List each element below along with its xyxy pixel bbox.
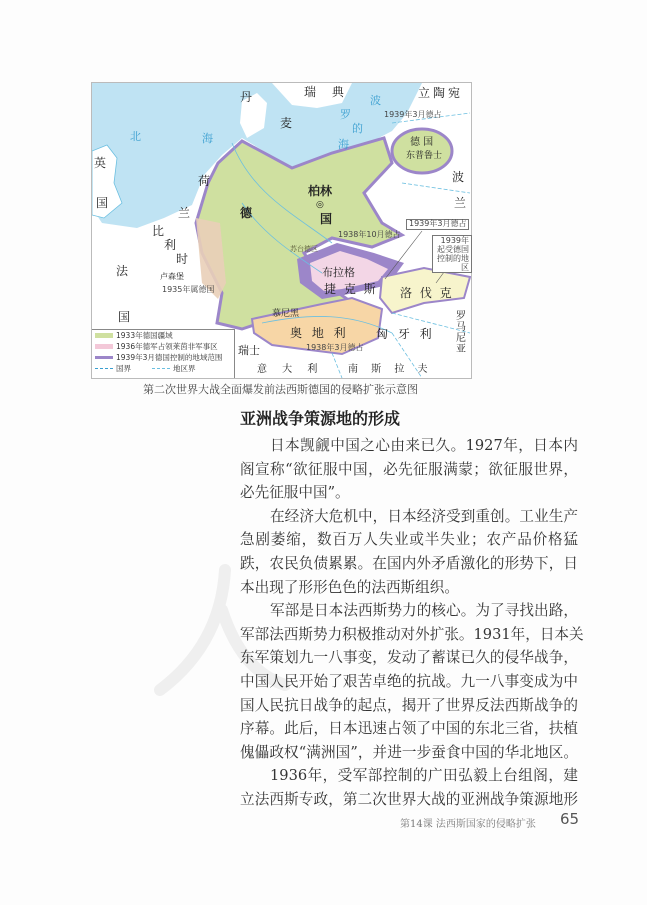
legend-label: 地区界 — [173, 364, 196, 373]
legend-lines — [92, 363, 234, 374]
national-border-swatch — [95, 368, 113, 369]
label-lithuania: 立陶宛 — [418, 86, 464, 100]
body-text-line: 1936年，受军部控制的广田弘毅上台组阁，建 — [270, 767, 578, 785]
label-netherlands-1: 荷 — [198, 174, 217, 188]
label-britain-2: 国 — [96, 196, 115, 210]
page-number: 65 — [560, 810, 580, 828]
body-text-line: 日本觊觎中国之心由来已久。1927年，日本内 — [270, 437, 578, 454]
section-body — [240, 434, 584, 812]
label-memel-note: 1939年3月德占 — [384, 110, 442, 119]
label-north-sea-1: 北 — [130, 130, 141, 143]
label-france-2: 国 — [118, 310, 137, 324]
label-netherlands-2: 兰 — [178, 206, 197, 220]
label-belgium-1: 比 — [152, 224, 171, 238]
label-germany-2: 国 — [320, 212, 339, 226]
legend-swatch — [95, 344, 113, 349]
map-legend — [92, 329, 235, 378]
body-text-line: 本出现了形形色色的法西斯组织。 — [240, 578, 459, 596]
legend-label: 1936年德军占领莱茵非军事区 — [116, 342, 218, 351]
expansion-map — [91, 82, 472, 379]
label-france-1: 法 — [116, 264, 135, 278]
label-sudeten-note: 1938年10月德占 — [338, 230, 401, 239]
label-baltic-4: 海 — [338, 138, 349, 151]
label-austria: 奥 地 利 — [290, 326, 349, 340]
label-prague: 布拉格 — [322, 266, 355, 279]
label-north-sea-2: 海 — [202, 132, 213, 145]
label-baltic-2: 罗 — [340, 108, 351, 121]
label-czech-note: 1939年3月德占 — [406, 219, 469, 230]
label-poland-1: 波 — [452, 170, 471, 184]
label-denmark-2: 麦 — [280, 116, 299, 130]
label-baltic-3: 的 — [352, 122, 363, 135]
label-poland-2: 兰 — [454, 196, 473, 210]
label-yugoslavia: 南 斯 拉 夫 — [348, 364, 433, 375]
body-text-line: 立法西斯专政，第二次世界大战的亚洲战争策源地形 — [240, 790, 578, 808]
label-east-prussia-1: 德 国 — [410, 137, 434, 148]
label-baltic-1: 波 — [370, 94, 381, 107]
label-belgium-3: 时 — [176, 252, 195, 266]
label-czech: 捷 克 斯 — [324, 282, 378, 296]
legend-item — [92, 330, 234, 341]
regional-border-swatch — [152, 368, 170, 369]
body-text-line: 必先征服中国”。 — [240, 484, 350, 502]
footer-lesson-title: 第14课 法西斯国家的侵略扩张 — [400, 819, 536, 830]
legend-label: 1933年德国疆域 — [116, 331, 173, 340]
section-heading: 亚洲战争策源地的形成 — [240, 409, 401, 428]
label-italy: 意 大 利 — [257, 364, 324, 375]
label-saar-note: 1935年属德国 — [162, 285, 215, 294]
body-text-line: 阁宣称“欲征服中国，必先征服满蒙；欲征服世界， — [240, 460, 578, 478]
legend-label: 国界 — [116, 364, 131, 373]
body-text-line: 在经济大危机中，日本经济受到重创。工业生产 — [270, 507, 578, 525]
label-denmark-1: 丹 — [240, 90, 259, 104]
body-text-line: 中国人民开始了艰苦卓绝的抗战。九一八事变成为中 — [240, 672, 578, 690]
label-sudeten: 苏台德区 — [290, 245, 318, 253]
legend-label: 1939年3月德国控制的地域范围 — [116, 353, 223, 362]
legend-item — [92, 341, 234, 352]
label-britain-1: 英 — [94, 156, 113, 170]
label-slovakia-note: 1939年起受德国控制的地区 — [432, 235, 472, 273]
legend-swatch — [95, 333, 113, 338]
body-text-line: 急剧萎缩，数百万人失业或半失业；农产品价格猛 — [240, 531, 578, 549]
body-text-line: 序幕。此后，日本迅速占领了中国的东北三省，扶植 — [240, 720, 578, 738]
label-switzerland: 瑞士 — [238, 344, 260, 357]
label-hungary: 匈 牙 利 — [376, 327, 435, 341]
label-munich: 慕尼黑 — [272, 309, 300, 319]
body-text-line: 跌，农民负债累累。在国内外矛盾激化的形势下，日 — [240, 554, 578, 572]
body-text-line: 傀儡政权“满洲国”，并进一步蚕食中国的华北地区。 — [240, 743, 578, 761]
label-germany-1: 德 — [240, 206, 259, 220]
map-caption: 第二次世界大战全面爆发前法西斯德国的侵略扩张示意图 — [143, 383, 418, 396]
label-berlin: 柏林 — [308, 184, 333, 198]
label-luxembourg: 卢森堡 — [160, 272, 184, 281]
berlin-capital-icon: ◎ — [316, 200, 324, 210]
label-austria-note: 1938年3月德占 — [306, 343, 364, 352]
body-text-line: 军部是日本法西斯势力的核心。为了寻找出路， — [270, 602, 578, 620]
label-east-prussia-2: 东普鲁士 — [406, 151, 443, 161]
body-text-line: 军部法西斯势力积极推动对外扩张。1931年，日本关 — [240, 625, 584, 643]
label-belgium-2: 利 — [164, 238, 183, 252]
body-text-line: 国人民抗日战争的起点，揭开了世界反法西斯战争的 — [240, 696, 578, 714]
body-text-line: 东军策划九一八事变，发动了蓄谋已久的侵华战争， — [240, 649, 578, 667]
legend-swatch — [95, 356, 113, 359]
legend-item — [92, 352, 234, 363]
label-sweden: 瑞 典 — [304, 85, 350, 99]
label-slovakia: 洛 伐 克 — [400, 286, 454, 300]
label-romania: 罗马尼亚 — [456, 311, 466, 355]
